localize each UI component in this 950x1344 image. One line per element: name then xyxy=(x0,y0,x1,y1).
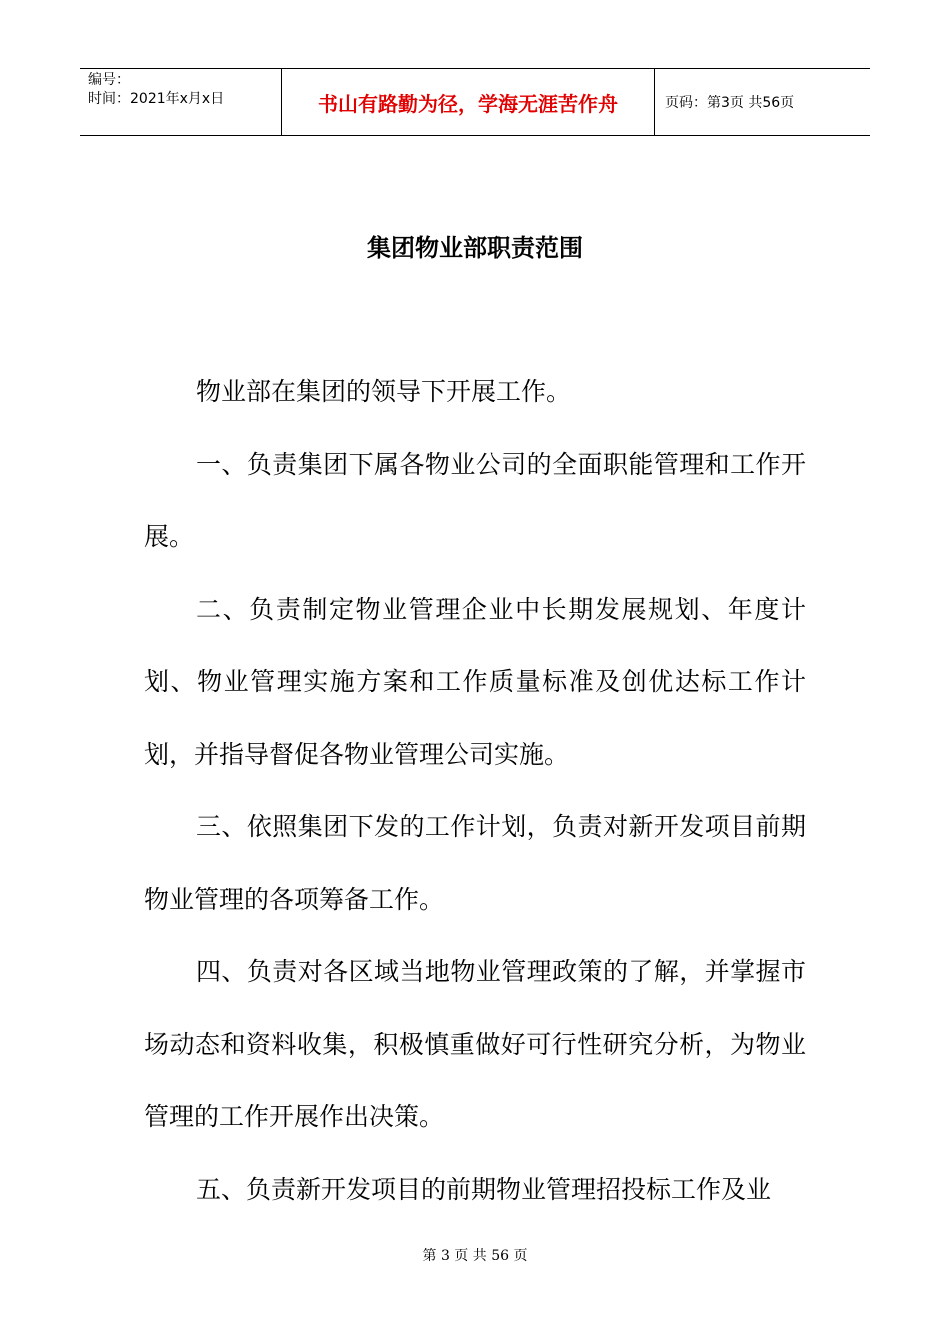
paragraph-2: 二、负责制定物业管理企业中长期发展规划、年度计划、物业管理实施方案和工作质量标准及创优达标工作计划，并指导督促各物业管理公司实施。 xyxy=(144,594,806,769)
paragraph-4: 四、负责对各区域当地物业管理政策的了解，并掌握市场动态和资料收集，积极慎重做好可行性研究分析，为物业管理的工作开展作出决策。 xyxy=(144,957,806,1131)
document-body xyxy=(144,356,806,1226)
number-label: 编号： xyxy=(88,72,130,88)
paragraph-5: 五、负责新开发项目的前期物业管理招投标工作及业 xyxy=(196,1174,772,1204)
paragraph-intro: 物业部在集团的领导下开展工作。 xyxy=(196,377,572,406)
page-footer: 第 3 页 共 56 页 xyxy=(422,1248,528,1264)
document-header xyxy=(80,68,870,136)
header-motto: 书山有路勤为径，学海无涯苦作舟 xyxy=(282,69,655,135)
paragraph-1: 一、负责集团下属各物业公司的全面职能管理和工作开展。 xyxy=(144,449,806,551)
date-label: 时间：2021年x月x日 xyxy=(88,91,225,107)
header-meta xyxy=(80,69,282,135)
header-page-label: 页码：第3页 共56页 xyxy=(665,95,795,111)
paragraph-3: 三、依照集团下发的工作计划，负责对新开发项目前期物业管理的各项筹备工作。 xyxy=(144,812,806,914)
document-title: 集团物业部职责范围 xyxy=(367,234,583,262)
